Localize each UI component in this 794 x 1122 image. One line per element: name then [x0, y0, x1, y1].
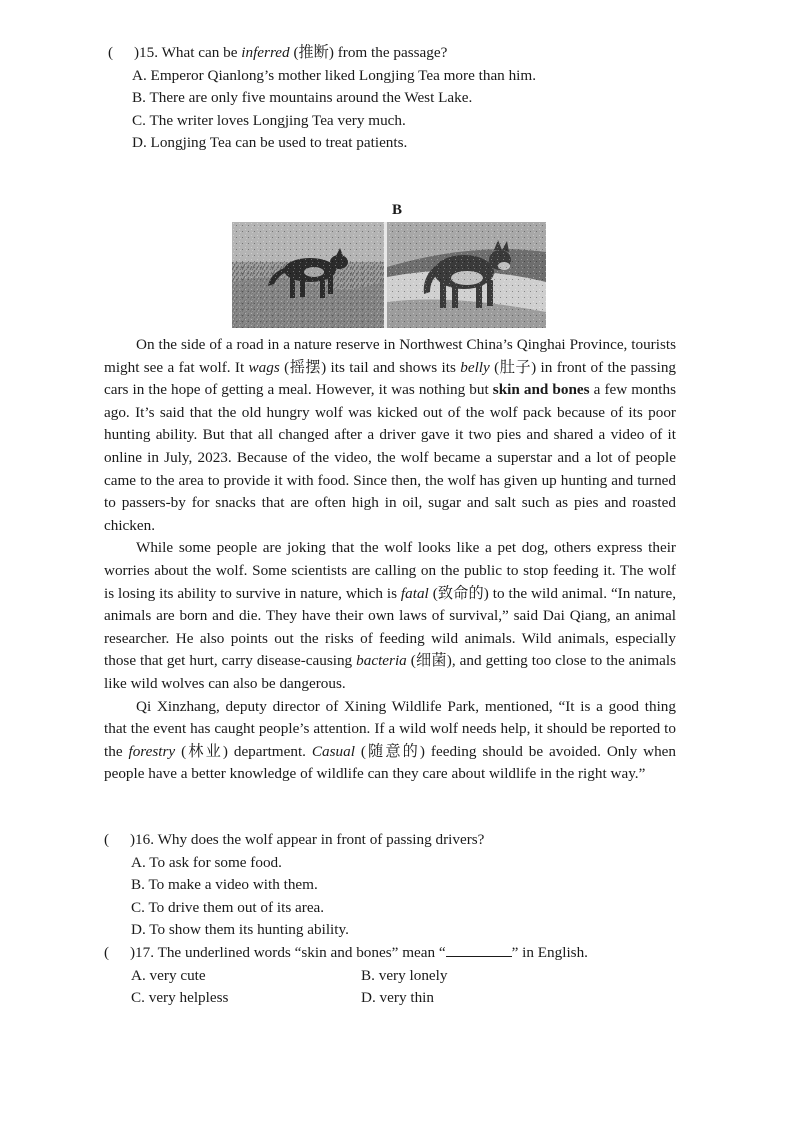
- section-label: B: [391, 202, 402, 218]
- passage-b: [104, 334, 676, 786]
- option-row: [104, 987, 684, 1010]
- option-b: B. very lonely: [361, 966, 448, 984]
- paragraph-2: While some people are joking that the wolf looks like a pet dog, others express their worries about the wolf. Some scientists are calling on the public to stop feeding it. The wolf is losing its ability to survive in nature, which is fatal (致命的) to the wild animal. “In nature, animals are born and die. They have their own laws of survival,” said Dai Qiang, an animal researcher. He also points out the risks of feeding wild animals. Wild animals, especially those that get hurt, carry disease-causing bacteria (细菌), and getting too close to the animals like wild wolves can also be dangerous.: [104, 539, 676, 692]
- option-row: [104, 965, 684, 988]
- option-d: D. very thin: [361, 989, 434, 1007]
- option-c: C. very helpless: [131, 989, 229, 1007]
- answer-blank: [446, 942, 512, 957]
- paragraph-3: Qi Xinzhang, deputy director of Xining Wildlife Park, mentioned, “It is a good thing that the event has caught people’s attention. If a wild wolf needs help, it should be reported to the forestry (林业) department. Casual (随意的) feeding should be avoided. Only when people have a better knowledge of wildlife can they care about wildlife in the right way.”: [104, 697, 677, 783]
- question-15-stem: ( )15. What can be inferred (推断) from the passage?: [108, 42, 708, 65]
- underlined-phrase: skin and bones: [492, 381, 590, 399]
- questions-16-17: [104, 829, 684, 1010]
- answer-paren: (: [104, 943, 110, 961]
- option-a: A. To ask for some food.: [131, 853, 282, 871]
- option-c: C. The writer loves Longjing Tea very much.: [132, 111, 406, 129]
- question-15: [108, 42, 708, 155]
- paragraph-1: On the side of a road in a nature reserve in Northwest China’s Qinghai Province, tourists might see a fat wolf. It wags (摇摆) its tail and shows its belly (肚子) in front of the passing cars in the hope of getting a meal. However, it was nothing but skin and bones a few months ago. It’s said that the old hungry wolf was kicked out of the wolf pack because of its poor hunting ability. But that all changed after a driver gave it two pies and shared a video of it online in July, 2023. Because of the video, the wolf became a superstar and a lot of people came to the area to provide it with food. Since then, the wolf has given up hunting and turned to passers-by for snacks that are often high in oil, sugar and salt such as pies and roasted chicken.: [104, 336, 677, 534]
- option-d: D. To show them its hunting ability.: [131, 921, 349, 939]
- option-b: B. To make a video with them.: [131, 876, 318, 894]
- question-17-stem: ( )17. The underlined words “skin and bones” mean “ ” in English.: [104, 942, 684, 965]
- option-d: D. Longjing Tea can be used to treat patients.: [132, 134, 408, 152]
- wolf-photo: [232, 222, 546, 328]
- answer-paren: (: [108, 44, 114, 61]
- option-c: C. To drive them out of its area.: [131, 898, 325, 916]
- answer-paren: (: [104, 831, 110, 848]
- option-a: A. Emperor Qianlong’s mother liked Longjing Tea more than him.: [132, 66, 536, 84]
- option-b: B. There are only five mountains around the West Lake.: [132, 89, 473, 107]
- option-a: A. very cute: [131, 966, 206, 984]
- question-16-stem: ( )16. Why does the wolf appear in front of passing drivers?: [104, 829, 684, 852]
